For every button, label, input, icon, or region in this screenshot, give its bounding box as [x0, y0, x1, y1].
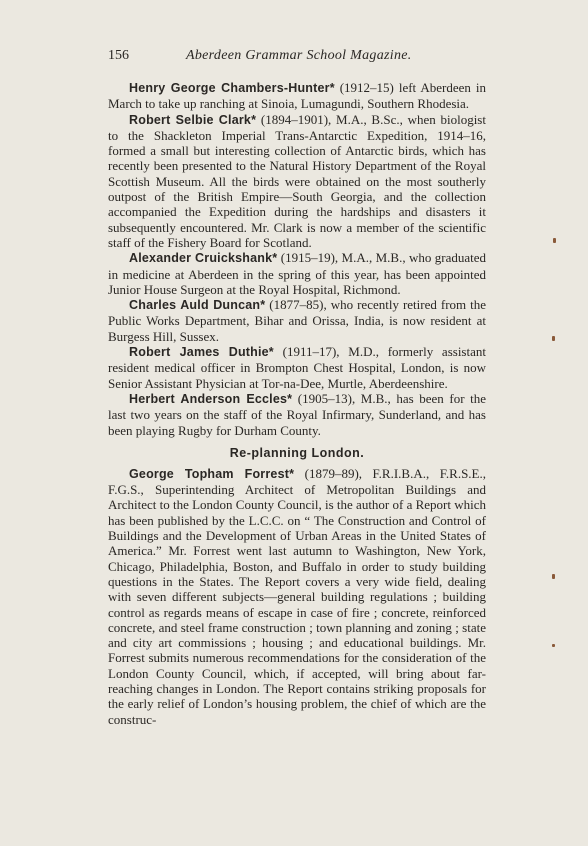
document-page	[108, 48, 486, 727]
margin-mark	[552, 336, 555, 341]
entry-paragraph	[108, 80, 486, 112]
running-title: Aberdeen Grammar School Magazine.	[186, 48, 412, 63]
margin-mark	[552, 644, 555, 647]
person-name: Henry George Chambers-Hunter*	[129, 81, 335, 95]
person-name: George Topham Forrest*	[129, 466, 295, 481]
person-name: Robert James Duthie*	[129, 345, 274, 360]
entry-text: (1877–85), who recently retired from the Public Works Department, Bihar and Orissa, India, is now resident at Burgess Hill, Sussex.	[108, 297, 487, 344]
person-name: Robert Selbie Clark*	[129, 112, 257, 127]
page-number: 156	[108, 48, 129, 63]
person-name: Alexander Cruickshank*	[129, 251, 278, 266]
entry-text: (1915–19), M.A., M.B., who graduated in medicine at Aberdeen in the spring of this year, has been appointed Junior House Surgeon at the Royal Hospital, Richmond.	[108, 250, 486, 297]
entry-text: (1911–17), M.D., formerly assistant resident medical officer in Brompton Chest Hospital, London, is now Senior Assistant Physician at Tor-na-Dee, Murtle, Aberdeenshire.	[108, 344, 486, 391]
section-heading: Re-planning London.	[229, 445, 365, 460]
margin-mark	[552, 574, 555, 579]
entry-paragraph	[108, 112, 486, 251]
entry-paragraph	[108, 344, 486, 391]
entry-text: (1894–1901), M.A., B.Sc., when biologist to the Shackleton Imperial Trans-Antarctic Expedition, 1914–16, formed a small but interesting collection of Antarctic birds, which has recently been presented to the Natural History Department of the Royal Scottish Museum. All the birds were obtained on the most southerly outpost of the British Empire—South Georgia, and the collection accompanied the Expedition during the hardships and disasters it subsequently encountered. Mr. Clark is now a member of the scientific staff of the Fishery Board for Scotland.	[108, 111, 486, 250]
entry-paragraph	[108, 250, 486, 297]
margin-mark	[553, 238, 556, 243]
page-header	[108, 48, 486, 68]
entry-paragraph	[108, 391, 486, 438]
entry-paragraph	[108, 466, 486, 727]
person-name: Herbert Anderson Eccles*	[129, 391, 293, 406]
entry-text: (1912–15) left Aberdeen in March to take up ranching at Sinoia, Lumagundi, Southern Rhodesia.	[108, 80, 486, 112]
entry-text: (1905–13), M.B., has been for the last two years on the staff of the Royal Infirmary, Sunderland, and has been playing Rugby for Durham County.	[108, 390, 486, 438]
entry-paragraph	[108, 297, 486, 344]
entry-text: (1879–89), F.R.I.B.A., F.R.S.E., F.G.S., Superintending Architect of Metropolitan Buildings and Architect to the London County Council, is the author of a Report which has been published by the L.C.C. on “ The Construction and Control of Buildings and the Development of Urban Areas in the United States of America.” Mr. Forrest went last autumn to Washington, New York, Chicago, Philadelphia, Boston, and Buffalo in order to study building questions in the States. The Report covers a very wide field, dealing with seven different subjects—general building regulations ; building control as regards means of escape in case of fire ; concrete, reinforced concrete, and steel frame construction ; town planning and zoning ; state and city art commissions ; housing ; and educational buildings. Mr. Forrest submits numerous recommendations for the consideration of the London County Council, which, if accepted, will bring about far-reaching changes in London. The Report contains striking proposals for the early relief of London’s housing problem, the chief of which are the construc-	[108, 465, 487, 727]
person-name: Charles Auld Duncan*	[129, 298, 266, 313]
